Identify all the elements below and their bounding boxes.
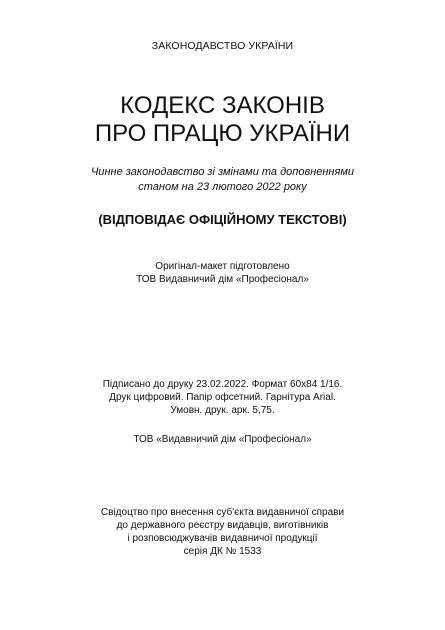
certificate-line-2: до державного реєстру видавців, виготівників — [116, 520, 329, 531]
official-text-note: (ВІДПОВІДАЄ ОФІЦІЙНОМУ ТЕКСТОВІ) — [98, 212, 347, 227]
print-info — [0, 378, 445, 417]
certificate-line-1: Свідоцтво про внесення суб'єкта видавничої справи — [100, 507, 345, 518]
subtitle-line-1: Чинне законодавство зі змінами та доповненнями — [90, 166, 355, 178]
document-title — [0, 92, 445, 148]
certificate-line-4: серія ДК № 1533 — [183, 546, 262, 557]
subtitle-line-2: станом на 23 лютого 2022 року — [138, 181, 307, 193]
layout-credit-line-1: Оригінал-макет підготовлено — [155, 261, 290, 272]
registration-certificate — [0, 506, 445, 558]
layout-credit — [0, 260, 445, 286]
print-info-line-3: Умовн. друк. арк. 5,75. — [170, 405, 275, 416]
title-line-2: ПРО ПРАЦЮ УКРАЇНИ — [94, 120, 351, 147]
publisher-name: ТОВ «Видавничий дім «Професіонал» — [133, 434, 312, 445]
print-info-line-2: Друк цифровий. Папір офсетний. Гарнітура Arial. — [109, 392, 336, 403]
print-info-line-1: Підписано до друку 23.02.2022. Формат 60x84 1/16. — [102, 379, 343, 390]
series-name: ЗАКОНОДАВСТВО УКРАЇНИ — [151, 40, 294, 52]
document-subtitle — [0, 165, 445, 195]
title-line-1: КОДЕКС ЗАКОНІВ — [120, 92, 325, 119]
certificate-line-3: і розповсюджувачів видавничої продукції — [127, 533, 318, 544]
layout-credit-line-2: ТОВ Видавничий дім «Професіонал» — [136, 274, 309, 285]
